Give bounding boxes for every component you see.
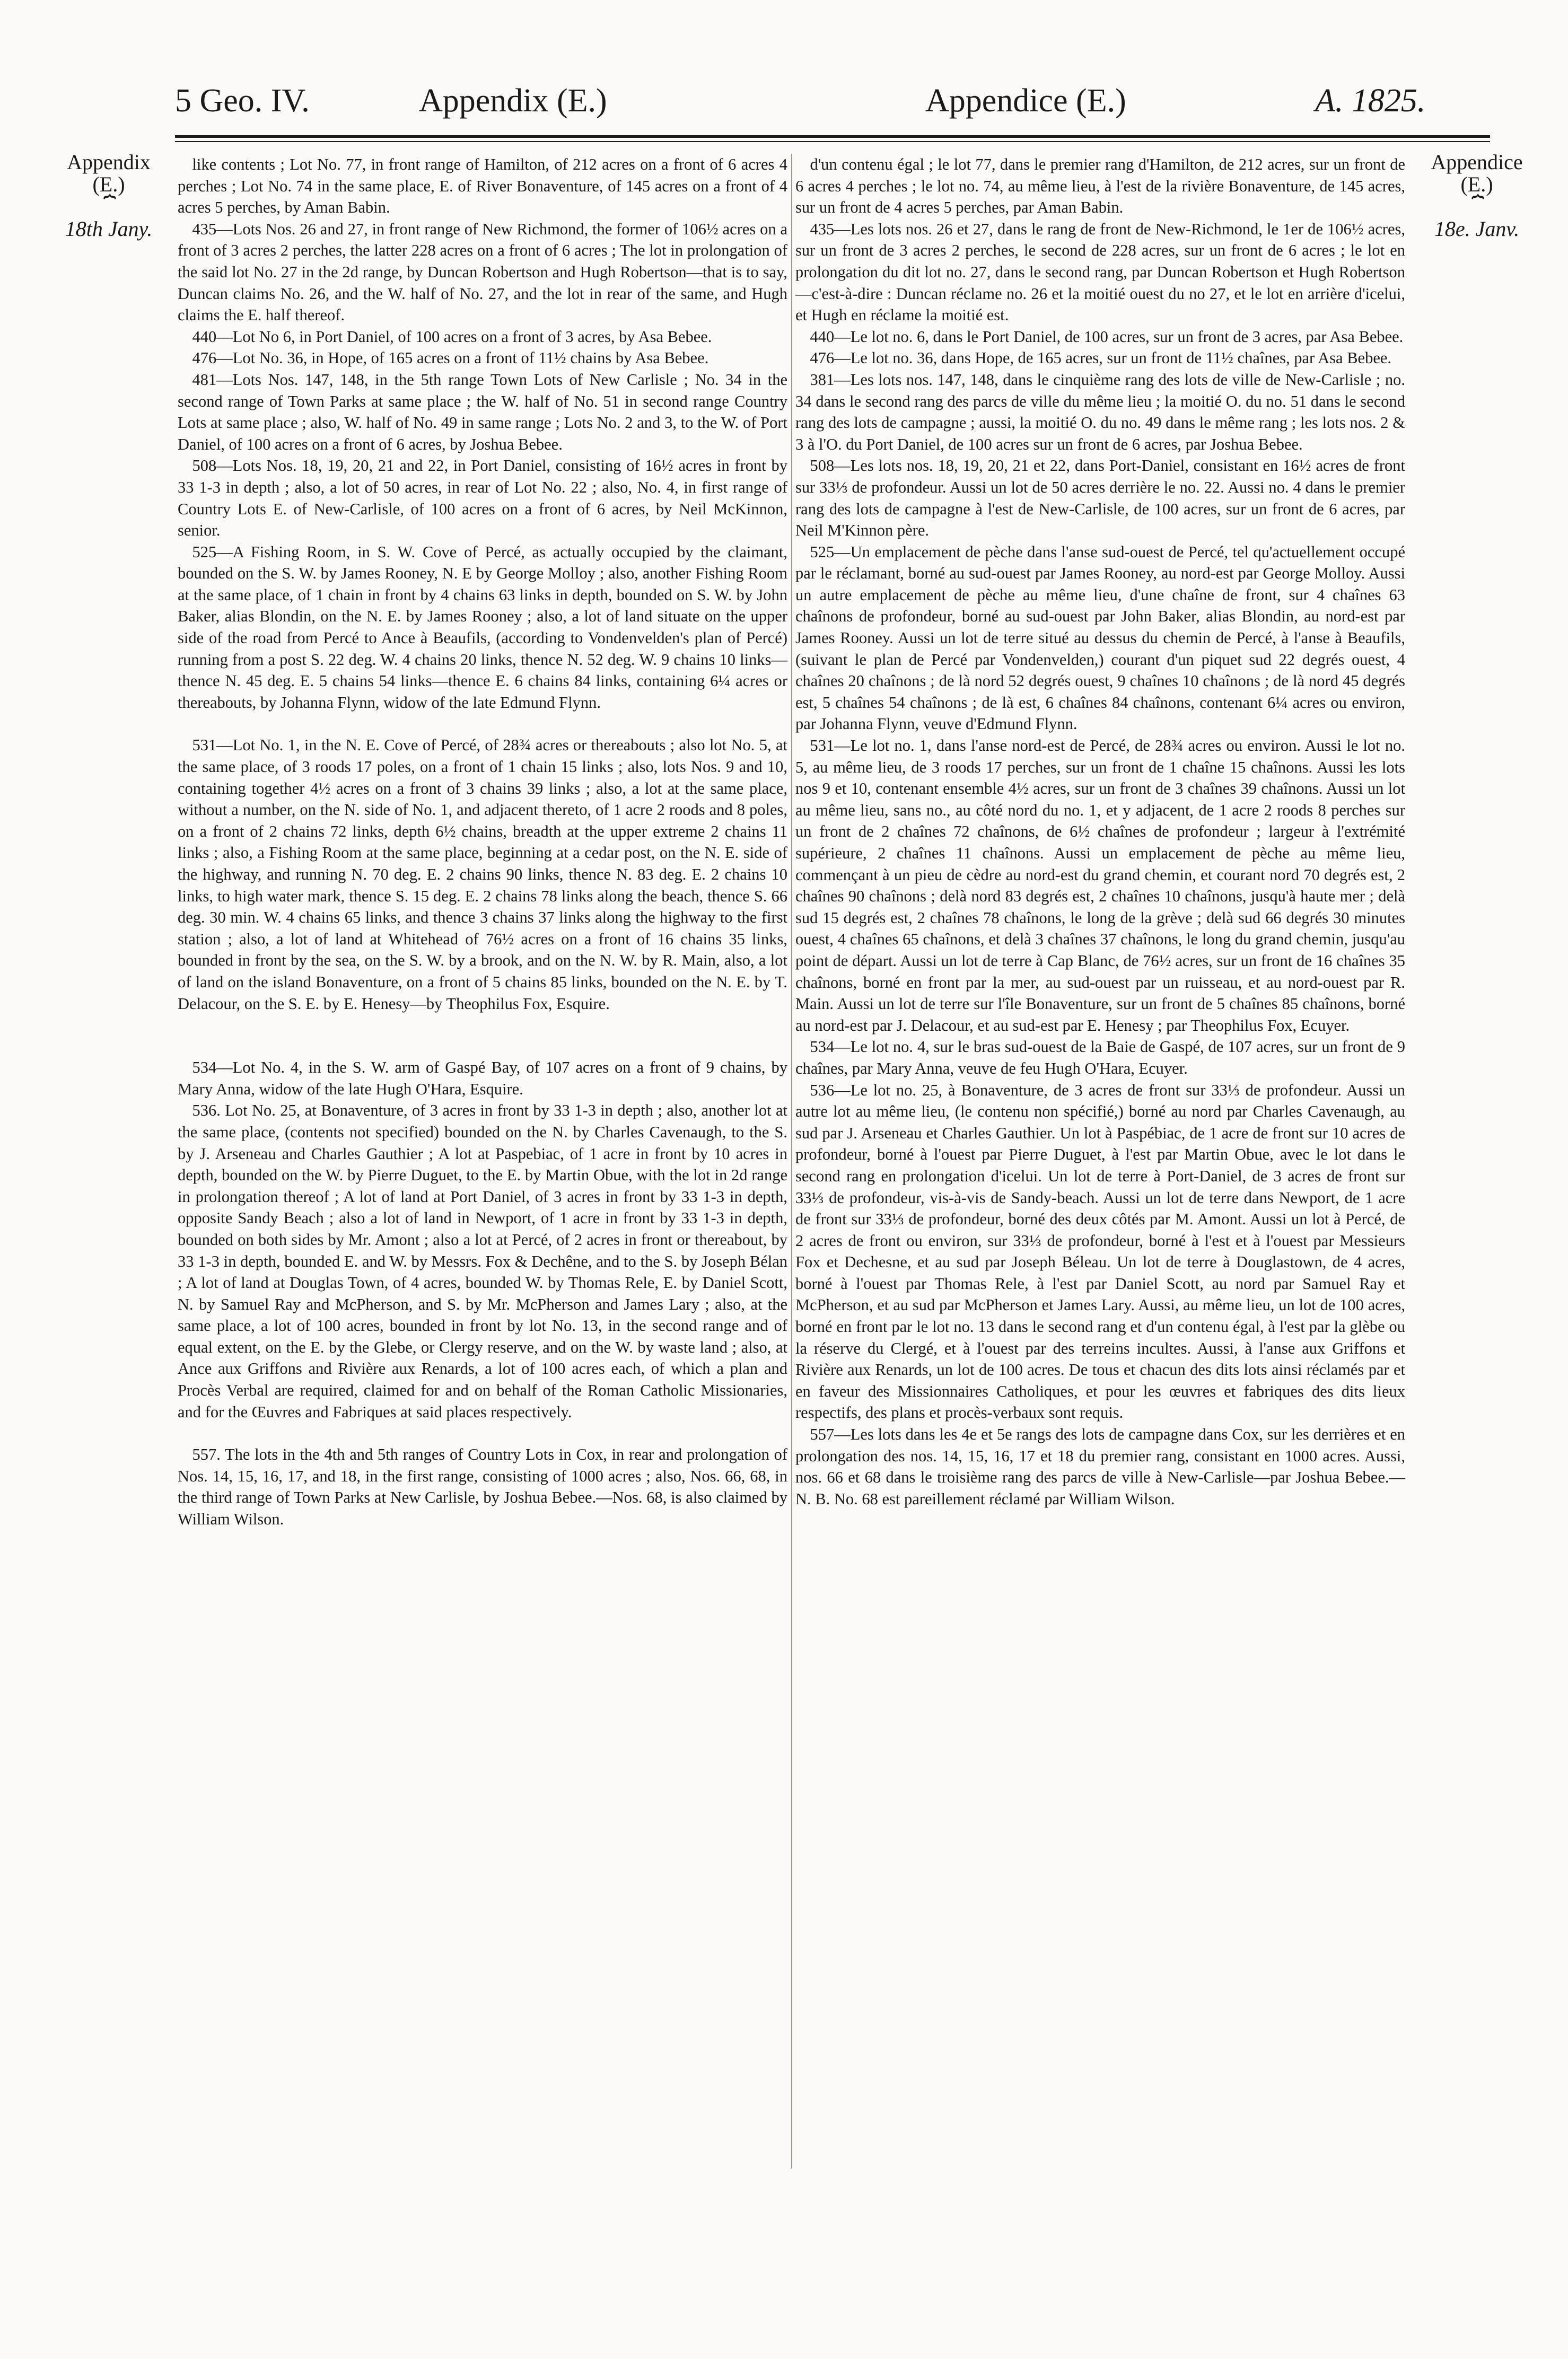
- header-appendice-title: Appendice (E.): [925, 83, 1126, 119]
- header-reign: 5 Geo. IV.: [175, 83, 310, 119]
- entry-fr-435: 435—Les lots nos. 26 et 27, dans le rang de front de New-Richmond, le 1er de 106½ acres, sur un front de 3 acres 2 perches, le second de 228 acres, sur un front de 6 acres ; le lot en prolongation du dit lot no. 27, dans le second rang, par Duncan Robertson et Hugh Robertson—c'est-à-dire : Duncan réclame no. 26 et la moitié ouest du no 27, et le lot en arrière d'icelui, et Hugh en réclame la moitié est.: [795, 220, 1405, 325]
- margin-left-date: 18th Jany.: [65, 217, 153, 241]
- column-divider: [791, 154, 792, 2169]
- margin-right-title: Appendice: [1431, 150, 1523, 174]
- brace-icon: ⏞: [1471, 195, 1482, 218]
- margin-note-right: [1413, 151, 1540, 240]
- header-rule-thin: [175, 141, 1490, 142]
- entry-fr-476: 476—Le lot no. 36, dans Hope, de 165 acres, sur un front de 11½ chaînes, par Asa Bebee.: [810, 349, 1392, 367]
- entry-fr-continuation: d'un contenu égal ; le lot 77, dans le premier rang d'Hamilton, de 212 acres, sur un front de 6 acres 4 perches ; le lot no. 74, au même lieu, à l'est de la rivière Bonaventure, de 145 acres, sur un front de 4 acres 5 perches, par Aman Babin.: [795, 155, 1405, 217]
- entry-en-534: 534—Lot No. 4, in the S. W. arm of Gaspé Bay, of 107 acres on a front of 9 chains, by Mary Anna, widow of the late Hugh O'Hara, Esquire.: [178, 1058, 787, 1098]
- margin-left-sub: (E.): [92, 172, 125, 196]
- entry-en-continuation: like contents ; Lot No. 77, in front range of Hamilton, of 212 acres on a front of 6 acres 4 perches ; Lot No. 74 in the same place, E. of River Bonaventure, of 145 acres on a front of 4 acres 5 perches, by Aman Babin.: [178, 155, 787, 217]
- entry-fr-440: 440—Le lot no. 6, dans le Port Daniel, de 100 acres, sur un front de 3 acres, par Asa Bebee.: [810, 327, 1404, 346]
- header-rule-thick: [175, 135, 1490, 138]
- entry-fr-534: 534—Le lot no. 4, sur le bras sud-ouest de la Baie de Gaspé, de 107 acres, sur un front de 9 chaînes, par Mary Anna, veuve de feu Hugh O'Hara, Ecuyer.: [795, 1038, 1405, 1077]
- entry-en-440: 440—Lot No 6, in Port Daniel, of 100 acres on a front of 3 acres, by Asa Bebee.: [192, 327, 712, 346]
- margin-note-left: [48, 151, 170, 240]
- entry-en-476: 476—Lot No. 36, in Hope, of 165 acres on a front of 11½ chains by Asa Bebee.: [192, 349, 709, 367]
- english-column: [178, 154, 787, 1530]
- margin-right-sub: (E.): [1460, 172, 1493, 196]
- entry-en-557: 557. The lots in the 4th and 5th ranges of Country Lots in Cox, in rear and prolongation of Nos. 14, 15, 16, 17, and 18, in the first range, consisting of 1000 acres ; also, Nos. 66, 68, in the third range of Town Parks at New Carlisle, by Joshua Bebee.—Nos. 68, is also claimed by William Wilson.: [178, 1445, 787, 1529]
- entry-en-536: 536. Lot No. 25, at Bonaventure, of 3 acres in front by 33 1-3 in depth ; also, another lot at the same place, (contents not specified) bounded on the N. by Charles Cavenaugh, to the S. by J. Arseneau and Charles Gauthier ; A lot at Paspebiac, of 1 acre in front by 10 acres in depth, bounded on the W. by Pierre Duguet, to the E. by Martin Obue, with the lot in 2d range in prolongation thereof ; A lot of land at Port Daniel, of 3 acres in front by 33 1-3 in depth, opposite Sandy Beach ; also a lot of land in Newport, of 1 acre in front by 33 1-3 in depth, bounded on both sides by Mr. Amont ; also a lot at Percé, of 2 acres in front or thereabout, by 33 1-3 in depth, bounded E. and W. by Messrs. Fox & Dechêne, and to the S. by Joseph Bélan ; A lot of land at Douglas Town, of 4 acres, bounded W. by Thomas Rele, E. by Daniel Scott, N. by Samuel Ray and McPherson, and S. by Mr. McPherson and James Lary ; also, at the same place, a lot of 100 acres, bounded in front by lot No. 13, in the second range and of equal extent, on the E. by the Glebe, or Clergy reserve, and on the W. by waste land ; also, at Ance aux Griffons and Rivière aux Renards, a lot of 100 acres each, of which a plan and Procès Verbal are required, claimed for and on behalf of the Roman Catholic Missionaries, and for the Œuvres and Fabriques at said places respectively.: [178, 1101, 787, 1421]
- margin-right-date: 18e. Janv.: [1434, 217, 1520, 241]
- entry-fr-536: 536—Le lot no. 25, à Bonaventure, de 3 acres de front sur 33⅓ de profondeur. Aussi un autre lot au même lieu, (le contenu non spécifié,) borné au nord par Charles Cavenaugh, au sud par J. Arseneau et Charles Gauthier. Un lot à Paspébiac, de 1 acre de front sur 10 acres de profondeur, borné à l'ouest par Pierre Duguet, à l'est par Martin Obue, avec le lot dans le second rang en prolongation d'icelui. Un lot de terre à Port-Daniel, de 3 acres de front sur 33⅓ de profondeur, vis-à-vis de Sandy-beach. Aussi un lot de terre dans Newport, de 1 acre de front sur 33⅓ de profondeur, borné des deux côtés par M. Amont. Aussi un lot à Percé, de 2 acres de front ou environ, sur 33⅓ de profondeur, borné à l'est et à l'ouest par Messieurs Fox et Dechesne, et au sud par Joseph Béleau. Un lot de terre à Douglastown, de 4 acres, borné à l'ouest par Thomas Rele, à l'est par Daniel Scott, au nord par Samuel Ray et McPherson, et au sud par McPherson et James Lary. Aussi, au même lieu, un lot de 100 acres, borné en front par le lot no. 13 dans le second rang et d'un contenu égal, à l'est par la glèbe ou la réserve du Clergé, et à l'ouest par des terreins incultes. Aussi, à l'anse aux Griffons et Rivière aux Renards, un lot de 100 acres. De tous et chacun des dits lots ainsi réclamés par et en faveur des Missionnaires Catholiques, et pour les œuvres et fabriques des dits lieux respectifs, des plans et procès-verbaux sont requis.: [795, 1081, 1405, 1422]
- entry-fr-531: 531—Le lot no. 1, dans l'anse nord-est de Percé, de 28¾ acres ou environ. Aussi le lot no. 5, au même lieu, de 3 roods 17 perches, sur un front de 1 chaîne 15 chaînons. Aussi les lots nos 9 et 10, contenant ensemble 4½ acres, sur un front de 3 chaînes 39 chaînons. Aussi un lot au même lieu, sans no., au côté nord du no. 1, et y adjacent, de 1 acre 2 roods 8 perches sur un front de 2 chaînes 72 chaînons, de 6½ chaînes de profondeur ; largeur à l'extrémité supérieure, 2 chaînes 11 chaînons. Aussi un emplacement de pèche au même lieu, commençant à un pieu de cèdre au nord-est du grand chemin, et courant nord 70 degrés est, 2 chaînes 90 chaînons ; delà nord 83 degrés est, 2 chaînes 10 chaînons, jusqu'à haute mer ; delà sud 15 degrés est, 2 chaînes 78 chaînons, le long de la grève ; delà sud 66 degrés 30 minutes ouest, 4 chaînes 65 chaînons, et delà 3 chaînes 37 chaînons, le long du grand chemin, jusqu'au point de départ. Aussi un lot de terre à Cap Blanc, de 76½ acres, sur un front de 16 chaînes 35 chaînons, borné en front par la mer, au sud-ouest par un ruisseau, et au nord-ouest par R. Main. Aussi un lot de terre sur l'île Bonaventure, sur un front de 5 chaînes 85 chaînons, borné au nord-est par J. Delacour, et au sud-est par E. Henesy ; par Theophilus Fox, Ecuyer.: [795, 736, 1405, 1034]
- brace-icon: ⏞: [103, 195, 114, 218]
- entry-en-481: 481—Lots Nos. 147, 148, in the 5th range Town Lots of New Carlisle ; No. 34 in the second range of Town Parks at same place ; the W. half of No. 51 in second range Country Lots at same place ; also, W. half of No. 49 in same range ; Lots No. 2 and 3, to the W. of Port Daniel, of 100 acres on a front of 6 acres, by Joshua Bebee.: [178, 370, 787, 453]
- entry-fr-508: 508—Les lots nos. 18, 19, 20, 21 et 22, dans Port-Daniel, consistant en 16½ acres de front sur 33⅓ de profondeur. Aussi un lot de 50 acres derrière le no. 22. Aussi no. 4 dans le premier rang des lots de campagne à l'est de New-Carlisle, de 100 acres, sur un front de 6 acres, par Neil M'Kinnon père.: [795, 457, 1405, 540]
- entry-fr-557: 557—Les lots dans les 4e et 5e rangs des lots de campagne dans Cox, sur les derrières et en prolongation des nos. 14, 15, 16, 17 et 18 du premier rang, consistant en 1000 acres. Aussi, nos. 66 et 68 dans le troisième rang des parcs de ville à New-Carlisle—par Joshua Bebee.—N. B. No. 68 est pareillement réclamé par William Wilson.: [795, 1425, 1405, 1508]
- entry-fr-525: 525—Un emplacement de pèche dans l'anse sud-ouest de Percé, tel qu'actuellement occupé par le réclamant, borné au sud-ouest par James Rooney, au nord-est par George Molloy. Aussi un autre emplacement de pèche au même lieu, d'une chaîne de front, sur 4 chaînes 63 chaînons de profondeur, borné au sud-ouest par John Baker, alias Blondin, au nord-est par James Rooney. Aussi un lot de terre situé au dessus du chemin de Percé, à l'anse à Beaufils, (suivant le plan de Percé par Vondenvelden,) courant d'un piquet sud 22 degrés ouest, 4 chaînes 20 chaînons ; de là nord 52 degrés ouest, 9 chaînes 10 chaînons ; de là nord 45 degrés est, 5 chaînes 54 chaînons ; de là est, 6 chaînes 84 chaînons, contenant 6¼ acres ou environ, par Johanna Flynn, veuve d'Edmund Flynn.: [795, 542, 1405, 733]
- entry-en-525: 525—A Fishing Room, in S. W. Cove of Percé, as actually occupied by the claimant, bounded on the S. W. by James Rooney, N. E by George Molloy ; also, another Fishing Room at the same place, of 1 chain in front by 4 chains 63 links in depth, bounded on S. W. by John Baker, alias Blondin, on the N. E. by James Rooney ; also, a lot of land situate on the upper side of the road from Percé to Ance à Beaufils, (according to Vondenvelden's plan of Percé) running from a post S. 22 deg. W. 4 chains 20 links, thence N. 52 deg. W. 9 chains 10 links—thence N. 45 deg. E. 5 chains 54 links—thence E. 6 chains 84 links, containing 6¼ acres or thereabouts, by Johanna Flynn, widow of the late Edmund Flynn.: [178, 542, 787, 712]
- header-appendix-title: Appendix (E.): [419, 83, 607, 119]
- header-year-text: A. 1825.: [1315, 83, 1426, 119]
- entry-en-531: 531—Lot No. 1, in the N. E. Cove of Percé, of 28¾ acres or thereabouts ; also lot No. 5, at the same place, of 3 roods 17 poles, on a front of 1 chain 15 links ; also, lots Nos. 9 and 10, containing together 4½ acres on a front of 3 chains 39 links ; also, a lot at the same place, without a number, on the N. side of No. 1, and adjacent thereto, of 1 acre 2 roods and 8 poles, on a front of 2 chains 72 links, depth 6½ chains, breadth at the upper extreme 2 chains 11 links ; also, a Fishing Room at the same place, beginning at a cedar post, on the N. E. side of the highway, and running N. 70 deg. E. 2 chains 90 links, thence N. 83 deg. E. 2 chains 10 links, to high water mark, thence S. 15 deg. E. 2 chains 78 links along the beach, thence S. 66 deg. 30 min. W. 4 chains 65 links, and thence 3 chains 37 links along the highway to the first station ; also, a lot of land at Whitehead of 76½ acres on a front of 16 chains 35 links, bounded in front by the sea, on the S. W. by a brook, and on the N. W. by R. Main, also, a lot of land on the island Bonaventure, on a front of 5 chains 85 links, bounded on the N. E. by T. Delacour, on the S. E. by E. Henesy—by Theophilus Fox, Esquire.: [178, 736, 787, 1013]
- header-year: [1315, 82, 1425, 141]
- entry-en-508: 508—Lots Nos. 18, 19, 20, 21 and 22, in Port Daniel, consisting of 16½ acres in front by 33 1-3 in depth ; also, a lot of 50 acres, in rear of Lot No. 22 ; also, No. 4, in first range of Country Lots E. of New-Carlisle, of 100 acres on a front of 6 acres, by Neil McKinnon, senior.: [178, 457, 787, 540]
- margin-left-title: Appendix: [67, 150, 151, 174]
- entry-fr-381: 381—Les lots nos. 147, 148, dans le cinquième rang des lots de ville de New-Carlisle ; no. 34 dans le second rang des parcs de ville du même lieu ; la moitié O. du no. 51 dans le second rang des lots de campagne ; aussi, la moitié O. du no. 49 dans le même rang ; les lots nos. 2 & 3 à l'O. du Port Daniel, de 100 acres sur un front de 6 acres, par Joshua Bebee.: [795, 370, 1405, 453]
- entry-en-435: 435—Lots Nos. 26 and 27, in front range of New Richmond, the former of 106½ acres on a front of 3 acres 2 perches, the latter 228 acres on a front of 6 acres ; The lot in prolongation of the said lot No. 27 in the 2d range, by Duncan Robertson and Hugh Robertson—that is to say, Duncan claims No. 26, and the W. half of No. 27, and the lot in rear of the same, and Hugh claims the E. half thereof.: [178, 220, 787, 325]
- french-column: [795, 154, 1405, 1510]
